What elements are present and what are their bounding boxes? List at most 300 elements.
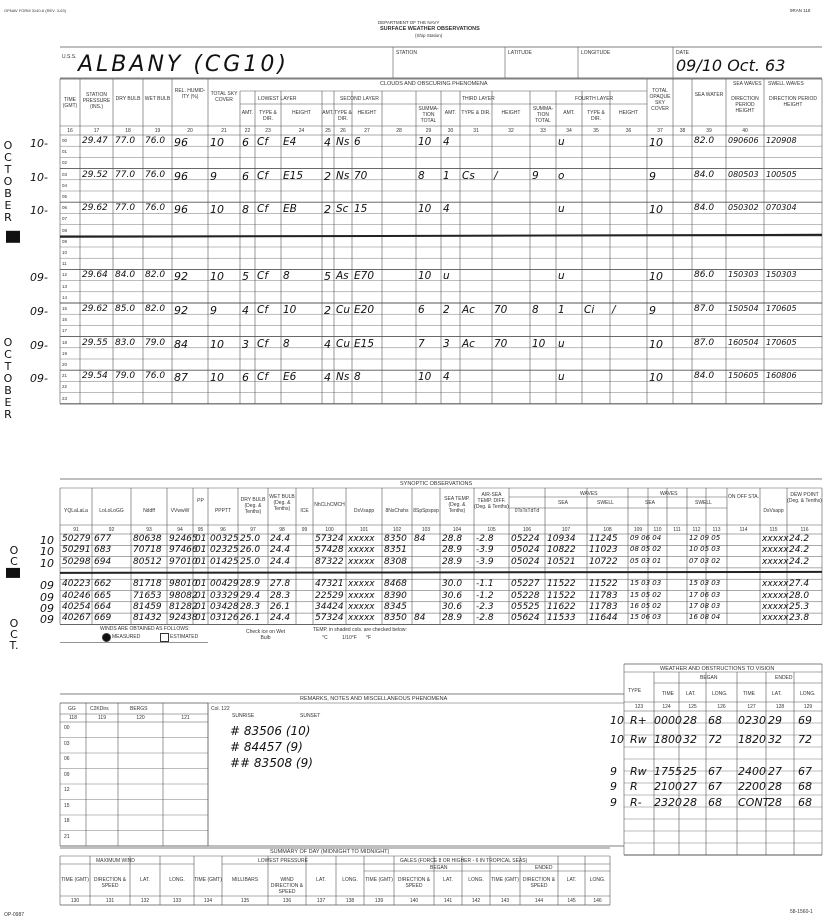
syn-c2: 677	[94, 534, 112, 544]
syn-c6: 00325	[210, 534, 239, 544]
obs-swell: 170605	[766, 337, 797, 347]
summary-col-number: 146	[593, 898, 602, 904]
syn-c15: 05228	[511, 590, 540, 601]
syn-day-prefix: 10	[40, 545, 54, 559]
summary-head: TIME (GMT)	[194, 877, 222, 883]
summary-col-number: 144	[534, 898, 544, 904]
syn-day-prefix: 09	[40, 601, 54, 615]
margin-letter: O	[3, 175, 13, 188]
syn-c21: xxxxx	[762, 545, 789, 556]
weather-title: WEATHER AND OBSTRUCTIONS TO VISION	[660, 666, 775, 672]
weather-col-number: 123	[634, 704, 644, 710]
summary-head: LAT.	[443, 877, 453, 883]
gg-col-number: 119	[98, 715, 106, 721]
swell-dir-period-header: DIRECTION PERIOD HEIGHT	[768, 96, 818, 108]
weather-t1: 1755	[654, 765, 682, 778]
syn-col-number: 97	[250, 527, 256, 533]
summary-began: BEGAN	[430, 865, 448, 871]
measured-label: MEASURED	[112, 634, 141, 641]
obs-dry: 84.0	[115, 270, 136, 281]
obs-wet: 76.0	[145, 203, 166, 214]
summary-head: MILLIBARS	[231, 877, 259, 883]
obs-a1: 6	[242, 169, 249, 183]
syn-c18: 15 03 03	[630, 579, 662, 588]
pressure-header: STATION PRESSURE (INS.)	[82, 92, 111, 110]
hour-label: 19	[62, 350, 68, 356]
hour-label: 13	[62, 283, 68, 289]
syn-head-swell: SWELL	[695, 500, 712, 506]
uss-label: U.S.S.	[62, 54, 77, 60]
obs-dry: 79.0	[115, 371, 136, 382]
obs-h1: EB	[283, 203, 297, 216]
weather-lon2: 69	[798, 714, 812, 727]
syn-c22: 24.2	[789, 534, 810, 544]
obs-a3: 3	[443, 337, 450, 350]
syn-col-number: 94	[177, 527, 183, 533]
syn-head: YQLaLaLa	[64, 508, 88, 514]
obs-sky: 9	[210, 304, 217, 317]
layer-subheader: TYPE & DIR.	[461, 110, 491, 116]
hour-label: 07	[62, 216, 68, 222]
syn-c12: 84	[414, 613, 426, 624]
syn-c16: 11522	[547, 579, 576, 590]
syn-c13: 28.9	[442, 613, 463, 624]
obs-hum: 92	[174, 304, 188, 317]
third-layer-header: THIRD LAYER	[462, 96, 495, 102]
sunset-label: SUNSET	[300, 713, 321, 719]
syn-head: 0TsTsTdTd	[514, 508, 540, 514]
syn-col-number: 109	[633, 527, 643, 533]
syn-c1: 40246	[62, 590, 91, 601]
summary-col-number: 142	[471, 898, 481, 904]
weather-col-number: 126	[717, 704, 726, 710]
weather-lon1: 72	[708, 733, 722, 746]
weather-lon2: 68	[798, 780, 812, 793]
syn-c6: 03428	[210, 601, 239, 612]
obs-pres: 29.62	[82, 304, 108, 314]
obs-t1: Cf	[257, 304, 269, 316]
hour-label: 03	[62, 171, 68, 177]
latitude-label: LATITUDE	[508, 50, 532, 56]
weather-lon2: 68	[798, 796, 812, 809]
syn-c17: 11644	[589, 613, 618, 624]
syn-c16: 10822	[547, 545, 576, 556]
syn-c3: 81459	[133, 601, 162, 612]
syn-head: LoLoLoGG	[99, 508, 124, 514]
second-layer-header: SECOND LAYER	[340, 96, 379, 102]
column-number: 36	[625, 128, 632, 134]
obs-a1: 6	[242, 136, 249, 149]
weather-lat2: 27	[768, 765, 782, 778]
obs-a4: o	[558, 169, 565, 182]
syn-c16: 11522	[547, 590, 576, 601]
syn-c16: 11622	[547, 601, 576, 612]
obs-s2: 7	[418, 337, 425, 350]
column-number: 40	[742, 128, 748, 134]
obs-sea: 82.0	[694, 136, 715, 146]
obs-swell: 160806	[766, 371, 797, 381]
syn-head: DsVsapp	[353, 508, 375, 514]
column-number: 33	[540, 128, 546, 134]
date-value: 09/10 Oct. 63	[676, 56, 786, 75]
obs-hum: 84	[174, 337, 188, 351]
syn-c22: 24.2	[789, 545, 810, 556]
syn-c10: xxxxx	[348, 601, 375, 612]
lowest-layer-header: LOWEST LAYER	[258, 96, 297, 102]
obs-pres: 29.47	[82, 136, 108, 146]
hour-label: 14	[62, 294, 68, 300]
hour-label: 20	[62, 362, 68, 367]
syn-c18: 15 06 03	[630, 613, 662, 622]
weather-col-number: 128	[775, 704, 785, 710]
winds-label: WINDS ARE OBTAINED AS FOLLOWS:	[100, 626, 190, 633]
obs-h3: /	[494, 169, 498, 182]
column-number: 21	[221, 128, 227, 134]
hour-label: 22	[62, 384, 68, 390]
obs-t2: Ns	[336, 136, 350, 148]
gg-col-number: 120	[136, 715, 145, 721]
syn-c13: 28.9	[442, 556, 463, 567]
obs-a3: 4	[443, 371, 450, 384]
obs-sw: 160504	[728, 337, 759, 347]
syn-c22: 28.0	[789, 590, 810, 601]
syn-c13: 30.0	[442, 579, 463, 590]
syn-c9: 47321	[315, 579, 344, 590]
obs-a3: u	[443, 270, 450, 283]
layer-subheader: AMT.	[322, 110, 334, 116]
obs-a4: u	[558, 203, 565, 216]
margin-letter: R	[4, 211, 12, 224]
weather-long-head: LONG.	[800, 691, 816, 697]
obs-sw: 150303	[728, 270, 759, 280]
syn-c18: 05 03 01	[630, 556, 662, 565]
obs-t2: As	[336, 270, 349, 283]
gg-hour: 00	[64, 725, 70, 731]
syn-c18: 08 05 02	[630, 545, 662, 554]
margin-letter: T	[4, 360, 12, 373]
summary-gales: GALES (FORCE 8 OR HIGHER - 6 IN TROPICAL SEAS)	[400, 858, 528, 864]
syn-c5: 01	[195, 579, 207, 590]
syn-c4: 97010	[169, 556, 198, 567]
weather-col-number: 129	[803, 704, 813, 710]
obs-t1: Cf	[257, 270, 269, 283]
syn-head: WET BULB (Deg. & Tenths)	[269, 494, 295, 512]
syn-c19: 12 09 05	[689, 534, 721, 542]
summary-col-number: 141	[443, 898, 453, 904]
syn-col-number: 92	[108, 527, 115, 533]
syn-c6: 00429	[210, 579, 239, 590]
summary-head: LAT.	[316, 877, 326, 883]
syn-head: Nddff	[143, 508, 155, 514]
syn-c11: 8350	[384, 613, 407, 624]
gg-hour: 06	[64, 756, 70, 762]
summation-header: SUMMA-TION TOTAL	[418, 106, 439, 124]
form-subtitle: (Ship Station)	[415, 33, 443, 38]
weather-day-prefix: 9	[610, 796, 617, 809]
hour-label: 11	[62, 261, 67, 267]
footer-left: OP-0987	[4, 912, 25, 918]
syn-c11: 8345	[384, 601, 407, 612]
syn-c3: 81432	[133, 613, 162, 624]
obs-pres: 29.54	[82, 371, 108, 382]
syn-c5: 01	[195, 534, 207, 544]
syn-c9: 57324	[315, 534, 344, 544]
syn-col-number: 110	[653, 527, 662, 533]
obs-sea: 84.0	[694, 203, 715, 214]
hour-label: 04	[62, 182, 68, 188]
column-number: 26	[340, 128, 346, 134]
obs-t2: Sc	[336, 203, 349, 216]
syn-col-number: 99	[301, 527, 308, 533]
syn-c18: 15 05 02	[630, 590, 662, 599]
obs-sky: 10	[210, 203, 224, 217]
syn-col-number: 106	[522, 527, 532, 533]
obs-s2: 10	[418, 371, 432, 384]
summary-col-number: 130	[70, 898, 80, 904]
summation-header: SUMMA-TION TOTAL	[532, 106, 554, 124]
weather-long-head: LONG.	[712, 691, 728, 697]
column-number: 17	[93, 128, 100, 134]
swell-waves-header: SWELL WAVES	[768, 81, 804, 87]
margin-letter: C	[4, 348, 12, 361]
margin-letter: T	[4, 163, 12, 176]
syn-col-number: 95	[197, 527, 204, 533]
weather-lat1: 25	[683, 765, 697, 778]
column-number: 35	[593, 128, 599, 134]
temp-option-f2: °F	[366, 635, 372, 642]
obs-sea: 86.0	[694, 270, 715, 281]
syn-c11: 8308	[384, 556, 407, 567]
department-label: DEPARTMENT OF THE NAVY	[378, 20, 440, 25]
obs-opq: 10	[649, 203, 663, 217]
obs-dry: 77.0	[115, 136, 136, 146]
syn-c4: 92438	[169, 613, 198, 624]
obs-dry: 77.0	[115, 169, 136, 180]
syn-c9: 87322	[315, 556, 344, 567]
margin-letter: E	[4, 396, 12, 409]
hour-label: 21	[62, 373, 68, 379]
syn-c3: 80638	[133, 534, 162, 544]
summary-head: TIME (GMT)	[61, 877, 89, 883]
syn-c19: 15 03 03	[689, 579, 721, 588]
syn-c21: xxxxx	[762, 579, 789, 590]
hour-label: 00	[62, 138, 68, 143]
obs-t1: Cf	[257, 169, 269, 182]
obs-hum: 96	[174, 203, 188, 217]
summary-col-number: 143	[500, 898, 510, 904]
syn-c22: 23.8	[789, 613, 810, 624]
syn-c1: 50279	[62, 534, 91, 544]
obs-s3: 10	[532, 337, 546, 350]
weather-lon1: 68	[708, 714, 722, 727]
obs-t2: Cu	[336, 337, 350, 350]
summary-col-number: 134	[203, 898, 213, 904]
syn-c14: -3.9	[476, 556, 494, 567]
syn-day-prefix: 09	[40, 613, 54, 627]
sea-dir-period-header: DIRECTION PERIOD HEIGHT	[731, 96, 759, 114]
weather-lat2: 28	[768, 780, 782, 793]
gg-hour: 18	[64, 818, 70, 824]
syn-c7: 26.0	[240, 545, 261, 556]
obs-sw: 090606	[728, 136, 759, 145]
summary-head: DIRECTION & SPEED	[522, 877, 556, 889]
weather-type: R-	[630, 796, 642, 809]
syn-col-number: 96	[220, 527, 226, 533]
syn-head-sea: SEA	[558, 500, 569, 506]
weather-time-head: TIME	[743, 691, 755, 697]
syn-c8: 24.4	[270, 534, 291, 544]
syn-c15: 05525	[511, 601, 540, 612]
syn-c3: 80512	[133, 556, 162, 567]
obs-t3: Cs	[462, 169, 475, 182]
summary-head: LONG.	[589, 877, 606, 883]
weather-t1: 1800	[654, 733, 682, 746]
syn-c17: 11522	[589, 579, 618, 590]
syn-c15: 05227	[511, 579, 540, 590]
obs-t2: Cu	[336, 304, 350, 316]
obs-a1: 4	[242, 304, 249, 317]
syn-c7: 25.0	[240, 534, 261, 544]
syn-c1: 40223	[62, 579, 91, 590]
obs-s2: 10	[418, 203, 432, 216]
syn-head: VVwwW	[170, 508, 190, 514]
syn-c11: 8390	[384, 590, 407, 601]
obs-sky: 10	[210, 371, 224, 385]
obs-opq: 10	[649, 136, 663, 149]
weather-t2: CONT	[738, 796, 770, 809]
sunrise-label: SUNRISE	[232, 713, 255, 719]
column-number: 38	[679, 128, 686, 134]
syn-c1: 50291	[62, 545, 91, 556]
syn-c7: 26.1	[240, 613, 261, 624]
obs-opq: 10	[649, 270, 663, 284]
gg-col-number: 118	[69, 715, 77, 721]
syn-col-number: 103	[421, 527, 431, 533]
summary-lowpress: LOWEST PRESSURE	[258, 858, 308, 864]
syn-head: PP	[197, 498, 204, 504]
syn-c17: 11023	[589, 545, 618, 556]
gg-hour: 21	[64, 833, 70, 840]
obs-dry: 77.0	[115, 203, 136, 214]
column-number: 20	[187, 128, 193, 134]
syn-c16: 10934	[547, 534, 576, 544]
clouds-header: CLOUDS AND OBSCURING PHENOMENA	[380, 81, 488, 87]
syn-c10: xxxxx	[348, 579, 375, 590]
syn-col-number: 102	[392, 527, 402, 533]
weather-day-prefix: 10	[610, 733, 624, 746]
obs-s2: 8	[418, 169, 425, 182]
summary-col-number: 135	[240, 898, 250, 904]
syn-c2: 669	[94, 613, 112, 624]
syn-head: ON OFF STA.	[727, 494, 760, 500]
syn-c9: 22529	[315, 590, 344, 601]
syn-head-waves: WAVES	[660, 491, 678, 497]
obs-pres: 29.55	[82, 337, 108, 348]
obs-wet: 76.0	[145, 169, 166, 180]
humidity-header: REL. HUMID-ITY (%)	[174, 88, 206, 100]
syn-col-number: 114	[739, 527, 748, 533]
obs-swell: 150303	[766, 270, 797, 280]
column-number: 34	[566, 128, 572, 134]
obs-sky: 10	[210, 270, 224, 284]
syn-c9: 34424	[315, 601, 344, 612]
obs-a3: 1	[443, 169, 450, 182]
syn-head: AIR-SEA TEMP. DIFF. (Deg. & Tenths)	[474, 492, 509, 510]
syn-c5: 01	[195, 613, 207, 624]
station-label: STATION	[396, 50, 417, 56]
weather-type: R+	[630, 714, 647, 727]
syn-c15: 05024	[511, 545, 540, 556]
obs-a2: 5	[324, 270, 331, 284]
column-number: 37	[657, 128, 663, 134]
obs-h1: E15	[283, 169, 303, 182]
dry-bulb-header: DRY BULB	[115, 96, 141, 102]
obs-s2: 10	[418, 136, 432, 148]
longitude-label: LONGITUDE	[581, 50, 611, 56]
obs-h1: 8	[283, 337, 290, 350]
syn-c1: 40254	[62, 601, 91, 612]
summary-head: LAT.	[140, 877, 150, 883]
syn-c13: 30.6	[442, 601, 463, 612]
gg-head: GG	[68, 706, 76, 712]
syn-c15: 05224	[511, 534, 540, 544]
syn-c13: 28.9	[442, 545, 463, 556]
weather-type: R	[630, 780, 638, 793]
obs-a2: 4	[324, 337, 331, 351]
summary-col-number: 137	[316, 898, 326, 904]
weather-day-prefix: 9	[610, 780, 617, 793]
obs-hum: 96	[174, 169, 188, 183]
column-number: 22	[244, 128, 251, 134]
syn-col-number: 101	[359, 527, 369, 533]
column-number: 27	[364, 128, 370, 134]
obs-t1: Cf	[257, 371, 269, 384]
syn-c8: 24.4	[270, 613, 291, 624]
obs-a2: 4	[324, 136, 331, 149]
obs-h2: E15	[354, 337, 374, 350]
obs-a3: 4	[443, 136, 450, 148]
syn-c19: 16 08 04	[689, 613, 721, 622]
obs-a1: 3	[242, 337, 249, 351]
summary-ended: ENDED	[535, 865, 553, 871]
obs-a2: 2	[324, 304, 331, 317]
summary-col-number: 133	[172, 898, 182, 904]
syn-head: SEA TEMP. (Deg. & Tenths)	[444, 496, 470, 514]
obs-hum: 87	[174, 371, 188, 385]
summary-head: LONG.	[169, 877, 185, 883]
syn-c17: 10722	[589, 556, 618, 567]
obs-t4: Ci	[584, 304, 595, 316]
weather-lat1: 27	[683, 780, 697, 793]
weather-col-number: 127	[747, 704, 756, 710]
obs-hum: 96	[174, 136, 188, 149]
summary-col-number: 138	[345, 898, 355, 904]
obs-dry: 83.0	[115, 337, 136, 348]
margin-letter: B	[4, 187, 12, 200]
gg-head: BERGS	[130, 706, 148, 712]
syn-c8: 24.4	[270, 556, 291, 567]
sea-water-header: SEA WATER	[694, 92, 724, 98]
syn-c2: 665	[94, 590, 112, 601]
summary-head: TIME (GMT)	[491, 877, 519, 883]
syn-c21: xxxxx	[762, 534, 789, 544]
syn-c5: 01	[195, 590, 207, 601]
weather-lat2: 29	[768, 714, 782, 727]
gg-head: C2KDirs	[90, 706, 109, 712]
syn-c2: 694	[94, 556, 112, 567]
syn-c22: 25.3	[789, 601, 810, 612]
obs-s3: 8	[532, 304, 539, 316]
